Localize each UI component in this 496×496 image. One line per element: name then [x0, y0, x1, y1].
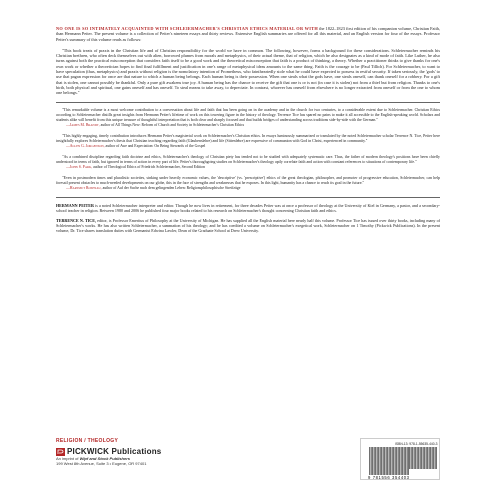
review-attribution	[56, 144, 440, 149]
review-text: "This remarkable volume is a most welcome contribution to a conversation about life and faith that has been going on in the academy and in the church for two centuries, to a considerable extent due to Schleiermacher. Christian Ethics according to Schleiermacher distills great insights from Hermann Peiter's lifetime of work on this towering figure in the history of theology. Terrence Tice has spared no pains to make it all accessible to the English-speaking world. Scholars and students alike will benefit from this unique treasure of thoughtful interpretation that is both clear and sharply focused and that builds bridges of understanding across traditions side-by-side with the German."	[56, 107, 440, 122]
pickwick-logo-icon	[56, 448, 65, 456]
barcode-bar	[420, 447, 421, 469]
imprint-prefix: An imprint of	[56, 456, 80, 461]
review-4	[56, 176, 440, 191]
barcode-bar	[399, 447, 400, 475]
barcode-bar	[401, 447, 402, 475]
publisher-block	[56, 447, 161, 466]
review-text: "This highly engaging, timely contribution introduces Hermann Peiter's magisterial work on Schleiermacher's Christian ethics. In essays luminously summarized or translated by the noted Schleiermacher scholar Terrence N. Tice, Peiter here insightfully explores Schleiermacher's thesis that Christian teaching regarding faith (Glaubenslehre) and life (Sittenlehre) are expressive of communion with God in Christ, experienced in community."	[56, 133, 440, 143]
barcode-bar	[381, 447, 382, 475]
barcode-bar	[371, 447, 372, 475]
reviewer-source: author of Awe and Expectation: On Being Stewards of the Gospel	[104, 143, 206, 148]
reviewer-source: author of Theological Ethics of Friedrich Schleiermacher, Second Edition	[92, 164, 205, 169]
barcode-bar	[426, 447, 427, 469]
barcode-bar	[398, 447, 399, 475]
barcode-bar	[429, 447, 430, 469]
bio-name: HERMANN PEITER	[56, 202, 94, 208]
review-attribution	[56, 123, 440, 128]
review-text: "As a combined discipline regarding faith doctrine and ethics, Schleiermacher's theology of Christian piety has tended not to be studied with adequately systematic care. Thus, the father of modern theology's positions have been chiefly understood in terms of faith, but ignored in terms of action in every part of life. Peiter's thoroughgoing studies on Schleiermacher's theology aptly correlate faith and action with constant references to situations of contemporary life."	[56, 154, 440, 164]
barcode-bar	[435, 447, 436, 469]
review-text: "Even in postmodern times and pluralistic societies, sinking under heavily economic values, the 'descriptive' (vs. 'prescriptive') ethics of the great theologian, philosopher, and promoter of progressive education, Schleiermacher, can help foresail present obstacles to much-needed developments on our globe, this in the face of strengths and weaknesses that he exposes. In this light, humanity has a chance to reach its goal in the future."	[56, 175, 440, 185]
barcode-bar	[430, 447, 431, 469]
bio-name: TERRENCE N. TICE,	[56, 217, 97, 223]
barcode-number: 9 781556 354403	[368, 475, 410, 480]
intro-paragraph	[56, 26, 440, 42]
reviewer-name: —John S. Park,	[66, 164, 93, 169]
divider	[56, 197, 440, 198]
barcode-bar	[412, 447, 413, 469]
barcode-bar	[377, 447, 378, 475]
barcode-bar	[378, 447, 379, 475]
barcode-bar	[436, 447, 437, 469]
barcode-bar	[421, 447, 422, 469]
barcode-bar	[409, 447, 410, 469]
barcode-bar	[384, 447, 385, 475]
review-attribution	[56, 165, 440, 170]
divider	[56, 102, 440, 103]
ean-barcode-bars	[369, 447, 409, 475]
review-attribution	[56, 186, 440, 191]
barcode-bar	[407, 447, 408, 475]
intro-dropcap: NO ONE IS SO INTIMATELY ACQUAINTED WITH SCHLEIERMACHER'S CHRISTIAN ETHICS MATERIAL OR WITH	[56, 26, 319, 31]
barcode-bar	[375, 447, 376, 475]
reviewer-name: —Allen G. Jorgenson,	[66, 143, 105, 148]
bio-text: editor, is Professor Emeritus of Philosophy at the University of Michigan. He has supplied all the English material here nearly half this volume. Professor Tice has issued over thirty books, including many of Schleiermacher's works. He has also written Schleiermacher, a summation of his theology; and he has coedited a volume on Schleiermacher's exegetical work, Schleiermacher on 1 Timothy (Pickwick Publications). In the present volume, Dr. Tice shares translation duties with Germanist Edwina Lawler, Dean of the Graduate School at Drew University.	[56, 217, 440, 233]
barcode-bar	[396, 447, 397, 475]
reviewer-source: author of All Things New: Reform of Church and Society in Schleiermacher's Christian Ethics	[99, 122, 245, 127]
price-barcode-bars	[409, 447, 437, 469]
barcode-bar	[369, 447, 370, 475]
barcode-bar	[432, 447, 433, 469]
reviewer-name: —Hartmut Rosenau,	[66, 185, 102, 190]
barcode-bar	[415, 447, 416, 469]
publisher-logo	[56, 447, 161, 456]
barcode-bar	[402, 447, 403, 475]
barcode-bar	[433, 447, 434, 469]
editor-bio	[56, 218, 440, 233]
barcode-bar	[417, 447, 418, 469]
barcode-bar	[383, 447, 384, 475]
review-1	[56, 108, 440, 128]
barcode-bar	[389, 447, 390, 475]
bio-text: is a noted Schleiermacher interpreter and editor. Though he now lives in retirement, for three decades Peiter was at once a professor of theology at the University of Kiel in Germany, a pastor, and a secondary-school teacher in religion. Between 1980 and 2006 he published four major books related to his research on Schleiermacher's thought concerning Christian faith and ethics.	[56, 202, 440, 213]
barcode-bar	[374, 447, 375, 475]
barcode-bar	[390, 447, 391, 475]
cover-footer	[56, 438, 440, 478]
barcode-bar	[386, 447, 387, 475]
isbn-label: ISBN-13: 978-1-55635-440-3	[395, 442, 438, 446]
barcode-bar	[404, 447, 405, 475]
barcode-bar	[424, 447, 425, 469]
publisher-address: 199 West 8th Avenue, Suite 3 • Eugene, OR 97401	[56, 461, 147, 466]
subject-category: RELIGION / THEOLOGY	[56, 438, 119, 444]
review-2	[56, 134, 440, 149]
barcode-bar	[393, 447, 394, 475]
barcode-bar	[414, 447, 415, 469]
reviewer-source: author of Auf der Suche nach dem gelingenden Leben: Religionsphilosophische Streifzüge	[101, 185, 241, 190]
barcode-bar	[392, 447, 393, 475]
author-bio	[56, 203, 440, 213]
barcode-bar	[423, 447, 424, 469]
intro-text: the 1822–1823 first edition of his companion volume, Christian Faith, than Hermann Peiter. The present volume is a collection of Peiter's nineteen essays and thirty reviews. Extensive English summaries are offered for all this material, and an English version for four of the essays. Professor Peiter's summary of this volume reads as follows:	[56, 26, 440, 42]
publisher-name: PICKWICK Publications	[67, 447, 162, 456]
imprint-name: Wipf and Stock Publishers	[79, 456, 130, 461]
reviewer-name: —James M. Brandt,	[66, 122, 100, 127]
barcode-bar	[372, 447, 373, 475]
barcode-bar	[405, 447, 406, 475]
barcode-bar	[418, 447, 419, 469]
barcode-bar	[427, 447, 428, 469]
barcode-bar	[380, 447, 381, 475]
barcode-bar	[387, 447, 388, 475]
review-3	[56, 155, 440, 170]
barcode	[360, 438, 440, 480]
barcode-bar	[411, 447, 412, 469]
barcode-bar	[395, 447, 396, 475]
summary-quote: "This book treats of praxis in the Christian life and of Christian responsibility for the world we have in common. The following, however, forms a background for these considerations. Schleiermacher reminds his Christian brethren, who often deck themselves out with alien, borrowed plumes from morals and metaphysics, of their actual theme, that of religion, which he also designates as a kind of mode of faith. Like Luther, he also turns against both the practical misconception that considers faith itself to be a good work and the theoretical misconception that faith is a product of thinking, a theory. Whether a practitioner thinks to give thanks for one's own work or whether a theoretician hopes to find final fulfillment and justification in one's range of metaphysical ideas amounts to the same thing. Faith is the courage to be (Paul Tillich). For Schleiermacher, to want to have speculation (thus, metaphysics) and praxis without religion is the nomolatory intention of Prometheus, who faintheartedly stole what he could have expected to possess in restful security. If taken seriously, the 'gods' to use that pagan expression for once are that nature to which a human being belongs. Each human being is their possession. When one steals what the gods have, one steals oneself, can thank oneself for a robbery. For a gift that is stolen, one cannot possibly be thankful. Only a pure gift awakens true joy. A human being has the chance to receive the gift that one is or is not (in case it is stolen) not from a thief but from religion. Thanks to one's birth, both physical and spiritual, one gains oneself and has oneself. To steal means to take away, to depreciate. In contrast, whoever has oneself from elsewhere is no longer extracted from oneself or from the one to whom one belongs."	[56, 47, 440, 96]
